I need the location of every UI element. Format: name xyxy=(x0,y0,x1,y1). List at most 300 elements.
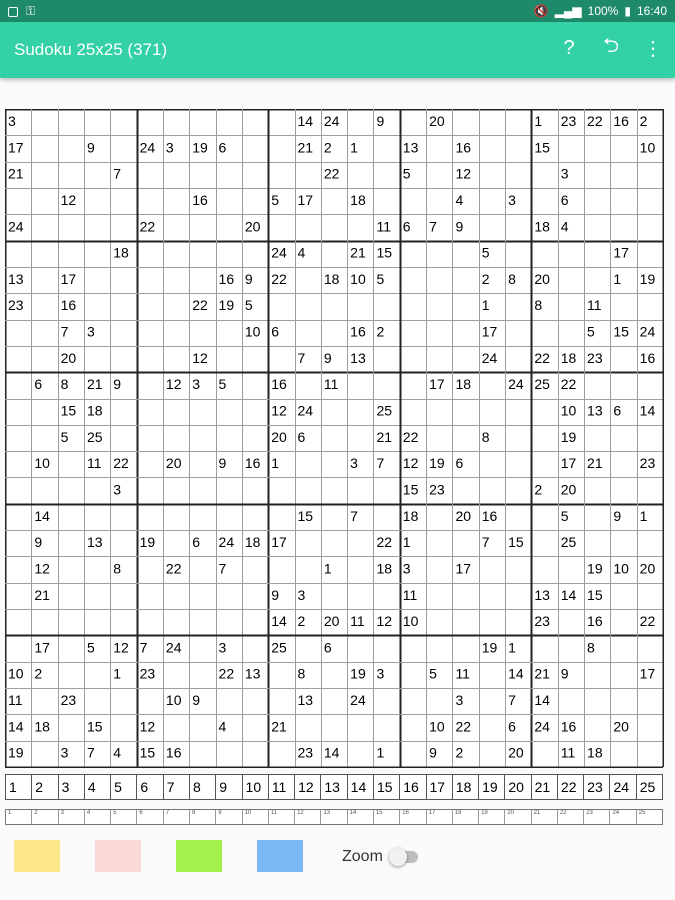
board-cell-value[interactable]: 22 xyxy=(113,455,129,472)
board-cell-value[interactable]: 13 xyxy=(534,586,550,603)
board-cell-value[interactable]: 21 xyxy=(8,165,24,182)
number-button-1[interactable]: 1 xyxy=(6,775,32,799)
board-cell-value[interactable]: 4 xyxy=(218,718,227,735)
board-cell-value[interactable]: 1 xyxy=(534,113,543,129)
board-cell-value[interactable]: 6 xyxy=(192,534,201,551)
board-cell-value[interactable]: 22 xyxy=(218,665,235,682)
board-cell-value[interactable]: 12 xyxy=(455,165,472,182)
board-cell-value[interactable]: 22 xyxy=(560,376,577,393)
board-cell-value[interactable]: 1 xyxy=(402,534,411,551)
board-cell-value[interactable]: 17 xyxy=(481,323,498,340)
number-button-12[interactable]: 12 xyxy=(295,775,321,799)
board-cell-value[interactable]: 23 xyxy=(560,113,577,129)
board-cell-value[interactable]: 24 xyxy=(508,376,524,393)
board-cell-value[interactable]: 1 xyxy=(323,560,332,577)
number-button-11[interactable]: 11 xyxy=(269,775,295,799)
board-cell-value[interactable]: 2 xyxy=(323,139,332,156)
board-cell-value[interactable]: 23 xyxy=(139,665,156,682)
board-cell-value[interactable]: 1 xyxy=(508,639,516,656)
board-cell-value[interactable]: 21 xyxy=(587,455,603,472)
board-cell-value[interactable]: 6 xyxy=(402,218,411,235)
board-cell-value[interactable]: 22 xyxy=(376,534,393,551)
board-cell-value[interactable]: 22 xyxy=(165,560,182,577)
board-cell-value[interactable]: 18 xyxy=(376,560,393,577)
board-cell-value[interactable]: 3 xyxy=(455,692,464,709)
number-button-23[interactable]: 23 xyxy=(584,775,610,799)
board-cell-value[interactable]: 13 xyxy=(297,692,314,709)
board-cell-value[interactable]: 22 xyxy=(271,270,287,287)
board-cell-value[interactable]: 23 xyxy=(587,349,603,366)
board-cell-value[interactable]: 6 xyxy=(271,323,279,340)
board-cell-value[interactable]: 13 xyxy=(244,665,261,682)
board-cell-value[interactable]: 5 xyxy=(218,376,227,393)
board-cell-value[interactable]: 20 xyxy=(455,507,472,524)
board-cell-value[interactable]: 5 xyxy=(376,270,385,287)
board-cell-value[interactable]: 6 xyxy=(218,139,227,156)
overflow-menu-button[interactable] xyxy=(641,36,665,60)
board-cell-value[interactable]: 10 xyxy=(8,665,24,682)
board-cell-value[interactable]: 9 xyxy=(560,665,569,682)
board-cell-value[interactable]: 5 xyxy=(481,244,490,261)
board-cell-value[interactable]: 15 xyxy=(508,534,524,551)
board-cell-value[interactable]: 23 xyxy=(60,692,77,709)
board-cell-value[interactable]: 22 xyxy=(323,165,340,182)
board-cell-value[interactable]: 14 xyxy=(271,613,287,630)
board-cell-value[interactable]: 22 xyxy=(587,113,603,129)
board-cell-value[interactable]: 16 xyxy=(60,297,77,314)
board-cell-value[interactable]: 7 xyxy=(376,455,385,472)
board-cell-value[interactable]: 9 xyxy=(376,113,385,129)
board-cell-value[interactable]: 22 xyxy=(534,349,550,366)
board-cell-value[interactable]: 25 xyxy=(376,402,393,419)
board-cell-value[interactable]: 7 xyxy=(481,534,490,551)
pencil-button-3[interactable]: 3 xyxy=(59,810,85,824)
board-cell-value[interactable]: 20 xyxy=(271,428,287,445)
board-cell-value[interactable]: 16 xyxy=(481,507,498,524)
board-cell-value[interactable]: 21 xyxy=(271,718,287,735)
board-cell-value[interactable]: 21 xyxy=(86,376,103,393)
board-cell-value[interactable]: 16 xyxy=(192,191,208,208)
board-cell-value[interactable]: 1 xyxy=(613,270,622,287)
board-cell-value[interactable]: 2 xyxy=(455,744,464,761)
board-cell-value[interactable]: 6 xyxy=(455,455,464,472)
board-cell-value[interactable]: 9 xyxy=(34,534,43,551)
board-cell-value[interactable]: 12 xyxy=(139,718,156,735)
number-button-21[interactable]: 21 xyxy=(532,775,558,799)
board-cell-value[interactable]: 9 xyxy=(429,744,437,761)
board-cell-value[interactable]: 13 xyxy=(86,534,103,551)
number-button-14[interactable]: 14 xyxy=(348,775,374,799)
board-cell-value[interactable]: 2 xyxy=(34,665,43,682)
board-cell-value[interactable]: 3 xyxy=(86,323,95,340)
board-cell-value[interactable]: 1 xyxy=(481,297,490,314)
pencil-button-17[interactable]: 17 xyxy=(427,810,453,824)
board-cell-value[interactable]: 19 xyxy=(429,455,445,472)
board-cell-value[interactable]: 14 xyxy=(323,744,340,761)
board-cell-value[interactable]: 24 xyxy=(271,244,287,261)
board-cell-value[interactable]: 18 xyxy=(350,191,366,208)
board-cell-value[interactable]: 5 xyxy=(402,165,411,182)
board-cell-value[interactable]: 11 xyxy=(402,586,418,603)
board-cell-value[interactable]: 11 xyxy=(587,297,602,314)
board-cell-value[interactable]: 1 xyxy=(639,507,648,524)
pencil-button-11[interactable]: 11 xyxy=(269,810,295,824)
board-cell-value[interactable]: 23 xyxy=(297,744,314,761)
board-cell-value[interactable]: 20 xyxy=(639,560,656,577)
board-cell-value[interactable]: 20 xyxy=(323,613,340,630)
board-cell-value[interactable]: 11 xyxy=(86,455,102,472)
pencil-button-5[interactable]: 5 xyxy=(111,810,137,824)
board-cell-value[interactable]: 16 xyxy=(455,139,472,156)
board-cell-value[interactable]: 24 xyxy=(481,349,498,366)
board-cell-value[interactable]: 19 xyxy=(8,744,24,761)
sudoku-board[interactable] xyxy=(5,109,664,768)
pencil-button-20[interactable]: 20 xyxy=(505,810,531,824)
number-button-13[interactable]: 13 xyxy=(321,775,347,799)
number-button-18[interactable]: 18 xyxy=(453,775,479,799)
board-cell-value[interactable]: 11 xyxy=(8,692,23,709)
board-cell-value[interactable]: 22 xyxy=(192,297,208,314)
board-cell-value[interactable]: 4 xyxy=(560,218,569,235)
board-cell-value[interactable]: 14 xyxy=(34,507,50,524)
board-cell-value[interactable]: 7 xyxy=(86,744,95,761)
board-cell-value[interactable]: 15 xyxy=(139,744,156,761)
board-cell-value[interactable]: 12 xyxy=(376,613,393,630)
board-cell-value[interactable]: 25 xyxy=(560,534,577,551)
board-cell-value[interactable]: 8 xyxy=(297,665,306,682)
pencil-button-4[interactable]: 4 xyxy=(85,810,111,824)
board-cell-value[interactable]: 12 xyxy=(192,349,208,366)
board-cell-value[interactable]: 17 xyxy=(8,139,24,156)
board-cell-value[interactable]: 4 xyxy=(297,244,306,261)
board-cell-value[interactable]: 20 xyxy=(508,744,524,761)
pencil-button-19[interactable]: 19 xyxy=(479,810,505,824)
pencil-button-18[interactable]: 18 xyxy=(453,810,479,824)
board-cell-value[interactable]: 21 xyxy=(376,428,393,445)
board-cell-value[interactable]: 2 xyxy=(297,613,306,630)
pencil-button-24[interactable]: 24 xyxy=(610,810,636,824)
board-cell-value[interactable]: 9 xyxy=(192,692,201,709)
pencil-button-25[interactable]: 25 xyxy=(638,810,646,816)
color-swatch-yellow[interactable] xyxy=(14,840,60,872)
board-cell-value[interactable]: 18 xyxy=(587,744,603,761)
board-cell-value[interactable]: 12 xyxy=(271,402,287,419)
board-cell-value[interactable]: 18 xyxy=(323,270,340,287)
board-cell-value[interactable]: 16 xyxy=(560,718,577,735)
pencil-button-14[interactable]: 14 xyxy=(348,810,374,824)
board-cell-value[interactable]: 18 xyxy=(86,402,103,419)
board-cell-value[interactable]: 11 xyxy=(376,218,392,235)
board-cell-value[interactable]: 6 xyxy=(323,639,332,656)
board-cell-value[interactable]: 14 xyxy=(508,665,524,682)
board-cell-value[interactable]: 13 xyxy=(402,139,419,156)
board-cell-value[interactable]: 6 xyxy=(34,376,43,393)
board-cell-value[interactable]: 11 xyxy=(350,613,365,630)
board-cell-value[interactable]: 12 xyxy=(113,639,129,656)
board-cell-value[interactable]: 17 xyxy=(60,270,77,287)
board-cell-value[interactable]: 20 xyxy=(560,481,577,498)
board-cell-value[interactable]: 7 xyxy=(508,692,516,709)
board-cell-value[interactable]: 2 xyxy=(639,113,648,129)
board-cell-value[interactable]: 14 xyxy=(297,113,314,129)
board-cell-value[interactable]: 9 xyxy=(244,270,253,287)
board-cell-value[interactable]: 17 xyxy=(613,244,629,261)
board-cell-value[interactable]: 18 xyxy=(34,718,50,735)
pencil-button-21[interactable]: 21 xyxy=(532,810,558,824)
board-cell-value[interactable]: 8 xyxy=(534,297,543,314)
board-cell-value[interactable]: 23 xyxy=(639,455,656,472)
board-cell-value[interactable]: 16 xyxy=(244,455,261,472)
board-cell-value[interactable]: 1 xyxy=(376,744,385,761)
number-button-17[interactable]: 17 xyxy=(427,775,453,799)
board-cell-value[interactable]: 18 xyxy=(560,349,577,366)
board-cell-value[interactable]: 16 xyxy=(165,744,182,761)
board-cell-value[interactable]: 2 xyxy=(481,270,490,287)
board-cell-value[interactable]: 16 xyxy=(218,270,235,287)
board-cell-value[interactable]: 14 xyxy=(639,402,656,419)
pencil-button-13[interactable]: 13 xyxy=(321,810,347,824)
board-cell-value[interactable]: 16 xyxy=(350,323,366,340)
board-cell-value[interactable]: 19 xyxy=(218,297,235,314)
pencil-button-6[interactable]: 6 xyxy=(137,810,163,824)
board-cell-value[interactable]: 10 xyxy=(244,323,261,340)
board-cell-value[interactable]: 4 xyxy=(113,744,122,761)
board-cell-value[interactable]: 19 xyxy=(139,534,156,551)
board-cell-value[interactable]: 13 xyxy=(587,402,603,419)
board-cell-value[interactable]: 5 xyxy=(60,428,69,445)
board-cell-value[interactable]: 19 xyxy=(481,639,498,656)
board-cell-value[interactable]: 15 xyxy=(402,481,419,498)
board-cell-value[interactable]: 10 xyxy=(613,560,629,577)
board-cell-value[interactable]: 20 xyxy=(60,349,77,366)
board-cell-value[interactable]: 3 xyxy=(165,139,174,156)
pencil-button-1[interactable]: 1 xyxy=(6,810,32,824)
board-cell-value[interactable]: 9 xyxy=(113,376,122,393)
board-cell-value[interactable]: 22 xyxy=(402,428,419,445)
board-cell-value[interactable]: 20 xyxy=(429,113,445,129)
board-cell-value[interactable]: 17 xyxy=(639,665,656,682)
number-button-20[interactable]: 20 xyxy=(505,775,531,799)
pencil-button-15[interactable]: 15 xyxy=(374,810,400,824)
board-cell-value[interactable]: 3 xyxy=(60,744,69,761)
board-cell-value[interactable]: 9 xyxy=(271,586,279,603)
number-button-25[interactable]: 25 xyxy=(639,779,656,795)
board-cell-value[interactable]: 9 xyxy=(323,349,332,366)
board-cell-value[interactable]: 22 xyxy=(455,718,472,735)
number-button-22[interactable]: 22 xyxy=(558,775,584,799)
board-cell-value[interactable]: 13 xyxy=(8,270,24,287)
board-cell-value[interactable]: 8 xyxy=(508,270,516,287)
number-button-9[interactable]: 9 xyxy=(216,775,242,799)
help-button[interactable] xyxy=(557,36,581,60)
board-cell-value[interactable]: 24 xyxy=(139,139,156,156)
board-cell-value[interactable]: 17 xyxy=(34,639,50,656)
board-cell-value[interactable]: 5 xyxy=(587,323,595,340)
number-button-2[interactable]: 2 xyxy=(32,775,58,799)
board-cell-value[interactable]: 10 xyxy=(639,139,656,156)
board-cell-value[interactable]: 24 xyxy=(297,402,314,419)
board-cell-value[interactable]: 21 xyxy=(34,586,50,603)
board-cell-value[interactable]: 22 xyxy=(139,218,156,235)
pencil-button-16[interactable]: 16 xyxy=(400,810,426,824)
pencil-button-9[interactable]: 9 xyxy=(216,810,242,824)
board-cell-value[interactable]: 4 xyxy=(455,191,464,208)
board-cell-value[interactable]: 24 xyxy=(323,113,340,129)
board-cell-value[interactable]: 6 xyxy=(297,428,306,445)
board-cell-value[interactable]: 16 xyxy=(271,376,287,393)
board-cell-value[interactable]: 7 xyxy=(113,165,122,182)
board-cell-value[interactable]: 10 xyxy=(34,455,50,472)
board-cell-value[interactable]: 15 xyxy=(297,507,314,524)
board-cell-value[interactable]: 12 xyxy=(165,376,182,393)
board-cell-value[interactable]: 16 xyxy=(587,613,603,630)
number-button-4[interactable]: 4 xyxy=(85,775,111,799)
board-cell-value[interactable]: 24 xyxy=(534,718,550,735)
board-cell-value[interactable]: 17 xyxy=(560,455,577,472)
board-cell-value[interactable]: 1 xyxy=(350,139,358,156)
board-cell-value[interactable]: 3 xyxy=(350,455,358,472)
board-cell-value[interactable]: 7 xyxy=(139,639,148,656)
board-cell-value[interactable]: 11 xyxy=(323,376,339,393)
board-cell-value[interactable]: 14 xyxy=(534,692,550,709)
board-cell-value[interactable]: 21 xyxy=(534,665,550,682)
number-button-5[interactable]: 5 xyxy=(111,775,137,799)
board-cell-value[interactable]: 7 xyxy=(297,349,306,366)
board-cell-value[interactable]: 5 xyxy=(244,297,253,314)
color-swatch-pink[interactable] xyxy=(95,840,141,872)
board-cell-value[interactable]: 20 xyxy=(165,455,182,472)
board-cell-value[interactable]: 24 xyxy=(350,692,366,709)
pencil-button-12[interactable]: 12 xyxy=(295,810,321,824)
board-cell-value[interactable]: 3 xyxy=(192,376,201,393)
board-cell-value[interactable]: 10 xyxy=(429,718,445,735)
board-cell-value[interactable]: 6 xyxy=(560,191,569,208)
pencil-button-8[interactable]: 8 xyxy=(190,810,216,824)
board-cell-value[interactable]: 10 xyxy=(560,402,577,419)
number-button-3[interactable]: 3 xyxy=(59,775,85,799)
number-button-8[interactable]: 8 xyxy=(190,775,216,799)
board-cell-value[interactable]: 12 xyxy=(60,191,77,208)
board-cell-value[interactable]: 11 xyxy=(455,665,470,682)
board-cell-value[interactable]: 3 xyxy=(376,665,385,682)
number-button-6[interactable]: 6 xyxy=(137,775,163,799)
board-cell-value[interactable]: 7 xyxy=(429,218,437,235)
board-cell-value[interactable]: 10 xyxy=(165,692,182,709)
board-cell-value[interactable]: 9 xyxy=(86,139,95,156)
board-cell-value[interactable]: 7 xyxy=(218,560,227,577)
board-cell-value[interactable]: 8 xyxy=(60,376,69,393)
board-cell-value[interactable]: 23 xyxy=(534,613,550,630)
board-cell-value[interactable]: 24 xyxy=(8,218,24,235)
board-cell-value[interactable]: 18 xyxy=(455,376,472,393)
board-cell-value[interactable]: 20 xyxy=(534,270,550,287)
board-cell-value[interactable]: 15 xyxy=(587,586,603,603)
board-cell-value[interactable]: 7 xyxy=(60,323,69,340)
board-cell-value[interactable]: 3 xyxy=(218,639,227,656)
board-cell-value[interactable]: 19 xyxy=(560,428,577,445)
board-cell-value[interactable]: 15 xyxy=(613,323,629,340)
pencil-button-7[interactable]: 7 xyxy=(164,810,190,824)
board-cell-value[interactable]: 3 xyxy=(8,113,16,129)
board-cell-value[interactable]: 20 xyxy=(613,718,629,735)
board-cell-value[interactable]: 14 xyxy=(560,586,577,603)
board-cell-value[interactable]: 15 xyxy=(534,139,550,156)
board-cell-value[interactable]: 10 xyxy=(350,270,366,287)
board-cell-value[interactable]: 5 xyxy=(429,665,437,682)
board-cell-value[interactable]: 14 xyxy=(8,718,24,735)
board-cell-value[interactable]: 21 xyxy=(350,244,366,261)
color-swatch-green[interactable] xyxy=(176,840,222,872)
board-cell-value[interactable]: 9 xyxy=(218,455,227,472)
board-cell-value[interactable]: 18 xyxy=(113,244,129,261)
number-button-10[interactable]: 10 xyxy=(243,775,269,799)
board-cell-value[interactable]: 21 xyxy=(297,139,314,156)
board-cell-value[interactable]: 6 xyxy=(508,718,516,735)
color-swatch-blue[interactable] xyxy=(257,840,303,872)
board-cell-value[interactable]: 17 xyxy=(297,191,314,208)
board-cell-value[interactable]: 10 xyxy=(402,613,419,630)
board-cell-value[interactable]: 3 xyxy=(297,586,306,603)
pencil-button-2[interactable]: 2 xyxy=(32,810,58,824)
zoom-toggle[interactable] xyxy=(392,851,418,863)
board-cell-value[interactable]: 7 xyxy=(350,507,358,524)
pencil-button-22[interactable]: 22 xyxy=(558,810,584,824)
board-cell-value[interactable]: 23 xyxy=(8,297,24,314)
board-cell-value[interactable]: 5 xyxy=(271,191,279,208)
board-cell-value[interactable]: 1 xyxy=(113,665,122,682)
number-button-16[interactable]: 16 xyxy=(400,775,426,799)
board-cell-value[interactable]: 19 xyxy=(192,139,208,156)
board-cell-value[interactable]: 17 xyxy=(271,534,287,551)
board-cell-value[interactable]: 6 xyxy=(613,402,622,419)
undo-button[interactable] xyxy=(599,36,623,60)
board-cell-value[interactable]: 9 xyxy=(613,507,622,524)
board-cell-value[interactable]: 12 xyxy=(402,455,419,472)
board-cell-value[interactable]: 18 xyxy=(534,218,550,235)
board-cell-value[interactable]: 15 xyxy=(86,718,103,735)
board-cell-value[interactable]: 8 xyxy=(587,639,595,656)
board-cell-value[interactable]: 19 xyxy=(639,270,656,287)
board-cell-value[interactable]: 2 xyxy=(534,481,543,498)
board-cell-value[interactable]: 3 xyxy=(560,165,569,182)
board-cell-value[interactable]: 5 xyxy=(560,507,569,524)
board-cell-value[interactable]: 3 xyxy=(402,560,411,577)
number-button-19[interactable]: 19 xyxy=(479,775,505,799)
board-cell-value[interactable]: 3 xyxy=(508,191,516,208)
board-cell-value[interactable]: 12 xyxy=(34,560,50,577)
board-cell-value[interactable]: 16 xyxy=(639,349,656,366)
board-cell-value[interactable]: 24 xyxy=(639,323,656,340)
board-cell-value[interactable]: 3 xyxy=(113,481,122,498)
board-cell-value[interactable]: 22 xyxy=(639,613,656,630)
pencil-button-23[interactable]: 23 xyxy=(584,810,610,824)
board-cell-value[interactable]: 25 xyxy=(534,376,550,393)
board-cell-value[interactable]: 8 xyxy=(481,428,490,445)
board-cell-value[interactable]: 25 xyxy=(86,428,103,445)
number-button-24[interactable]: 24 xyxy=(610,775,636,799)
board-cell-value[interactable]: 8 xyxy=(113,560,122,577)
board-cell-value[interactable]: 18 xyxy=(402,507,419,524)
board-cell-value[interactable]: 2 xyxy=(376,323,385,340)
board-cell-value[interactable]: 20 xyxy=(244,218,261,235)
board-cell-value[interactable]: 19 xyxy=(587,560,603,577)
board-cell-value[interactable]: 23 xyxy=(429,481,445,498)
board-cell-value[interactable]: 16 xyxy=(613,113,629,129)
pencil-button-10[interactable]: 10 xyxy=(243,810,269,824)
board-cell-value[interactable]: 5 xyxy=(86,639,95,656)
board-cell-value[interactable]: 1 xyxy=(271,455,279,472)
board-cell-value[interactable]: 11 xyxy=(560,744,576,761)
